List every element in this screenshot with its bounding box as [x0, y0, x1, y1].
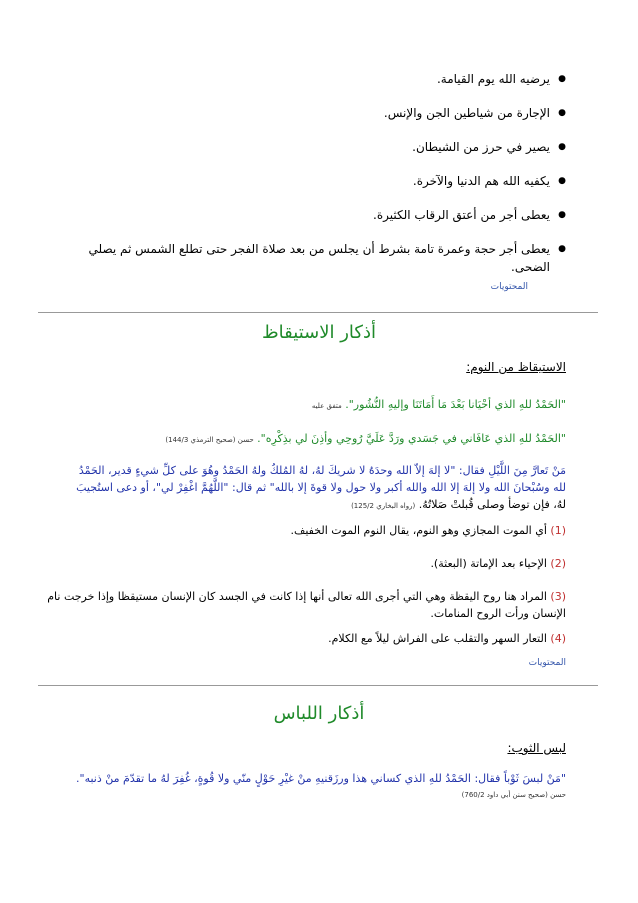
list-item [46, 206, 566, 224]
toc-link[interactable]: المحتويات [490, 282, 528, 292]
section-title: أذكار الاستيقاظ [262, 322, 376, 343]
footnote-number: (4) [550, 632, 566, 645]
footnote [46, 555, 566, 572]
dua-text-line: مَنْ تَعارَّ مِنَ اللَّيْلِ فقال: "لا إلهَ إلاّ الله وحدَهُ لا شريكَ لهُ، لهُ المُلكُ ولهُ الحَمْدُ وهُوَ على كلِّ شيءٍ قدير، الحَمْدُ [78, 464, 566, 477]
footnote [26, 588, 566, 622]
list-item-text: يصير في حرز من الشيطان. [412, 140, 550, 154]
dua-source: حسن (صحيح سنن أبي داود 760/2) [461, 791, 566, 799]
list-item-text: يكفيه الله هم الدنيا والآخرة. [412, 174, 550, 188]
dua-line [76, 430, 566, 449]
dua-paragraph [26, 462, 566, 515]
list-item-text: يعطى أجر من أعتق الرقاب الكثيرة. [373, 208, 550, 222]
list-item [46, 240, 566, 276]
footnote-number: (2) [550, 557, 566, 570]
divider [38, 685, 598, 686]
dua-text: "الحَمْدُ للهِ الذي عَافَاني في جَسَدي ورَدَّ عَلَيَّ رُوحِي وأذِنَ لي بذِكْرِه". [257, 432, 566, 445]
footnote-number: (1) [550, 524, 566, 537]
list-item-text: يعطى أجر حجة وعمرة تامة بشرط أن يجلس من بعد صلاة الفجر حتى تطلع الشمس ثم يصلي الضحى. [88, 242, 550, 274]
section-subtitle: الاستيقاظ من النوم: [466, 360, 566, 374]
dua-source: متفق عليه [311, 402, 342, 410]
list-item [46, 104, 566, 122]
divider [38, 312, 598, 313]
footnote-text: التعار السهر والتقلب على الفراش ليلاً مع الكلام. [328, 632, 547, 645]
footnote-text: الإحياء بعد الإماتة (البعثة). [430, 557, 547, 570]
dua-text-line: لهُ، فإن توضأ وصلى قُبلتْ صَلاتُهُ. [418, 498, 566, 511]
section-subtitle: لبس الثوب: [507, 741, 566, 755]
list-item-text: الإجارة من شياطين الجن والإنس. [383, 106, 550, 120]
benefits-list [46, 70, 566, 276]
toc-link[interactable]: المحتويات [528, 658, 566, 668]
dua-text: "الحَمْدُ للهِ الذي أحْيَانا بَعْدَ مَا أَمَاتَنَا وإليهِ النُّشُور". [345, 398, 566, 411]
section-title: أذكار اللباس [273, 703, 365, 724]
list-item-text: يرضيه الله يوم القيامة. [436, 72, 550, 86]
footnote [46, 522, 566, 539]
dua-text-line: لله وسُبْحانَ الله ولا إلهَ إلا الله والله أكبر ولا حول ولا قوةَ إلا بالله" ثم قال: "اللَّهُمَّ اغْفِرْ لي"، أو دعى استُجيبَ [76, 481, 566, 494]
dua-paragraph [26, 770, 566, 804]
list-item [46, 70, 566, 88]
dua-source: (رواه البخاري 125/2) [351, 502, 416, 510]
footnote-text: المراد هنا روح اليقظة وهي التي أجرى الله تعالى أنها إذا كانت في الجسد كان الإنسان مستيقظا وإذا خرجت نام [47, 590, 547, 603]
list-item [46, 172, 566, 190]
dua-source: حسن (صحيح الترمذي 144/3) [165, 436, 254, 444]
footnote-number: (3) [550, 590, 566, 603]
footnote [46, 630, 566, 647]
list-item [46, 138, 566, 156]
dua-line [76, 396, 566, 415]
footnote-text: أي الموت المجازي وهو النوم، يقال النوم الموت الخفيف. [290, 524, 547, 537]
footnote-text-continued: الإنسان ورأت الروح المنامات. [430, 607, 566, 620]
dua-text: "مَنْ لبسَ ثَوْباً فقال: الحَمْدُ للهِ الذي كساني هذا ورزَقنيهِ منْ غيْرِ حَوْلٍ منّي ولا قُوةٍ، غُفِرَ لهُ ما تقدّمَ منْ ذنبه". [76, 772, 566, 785]
